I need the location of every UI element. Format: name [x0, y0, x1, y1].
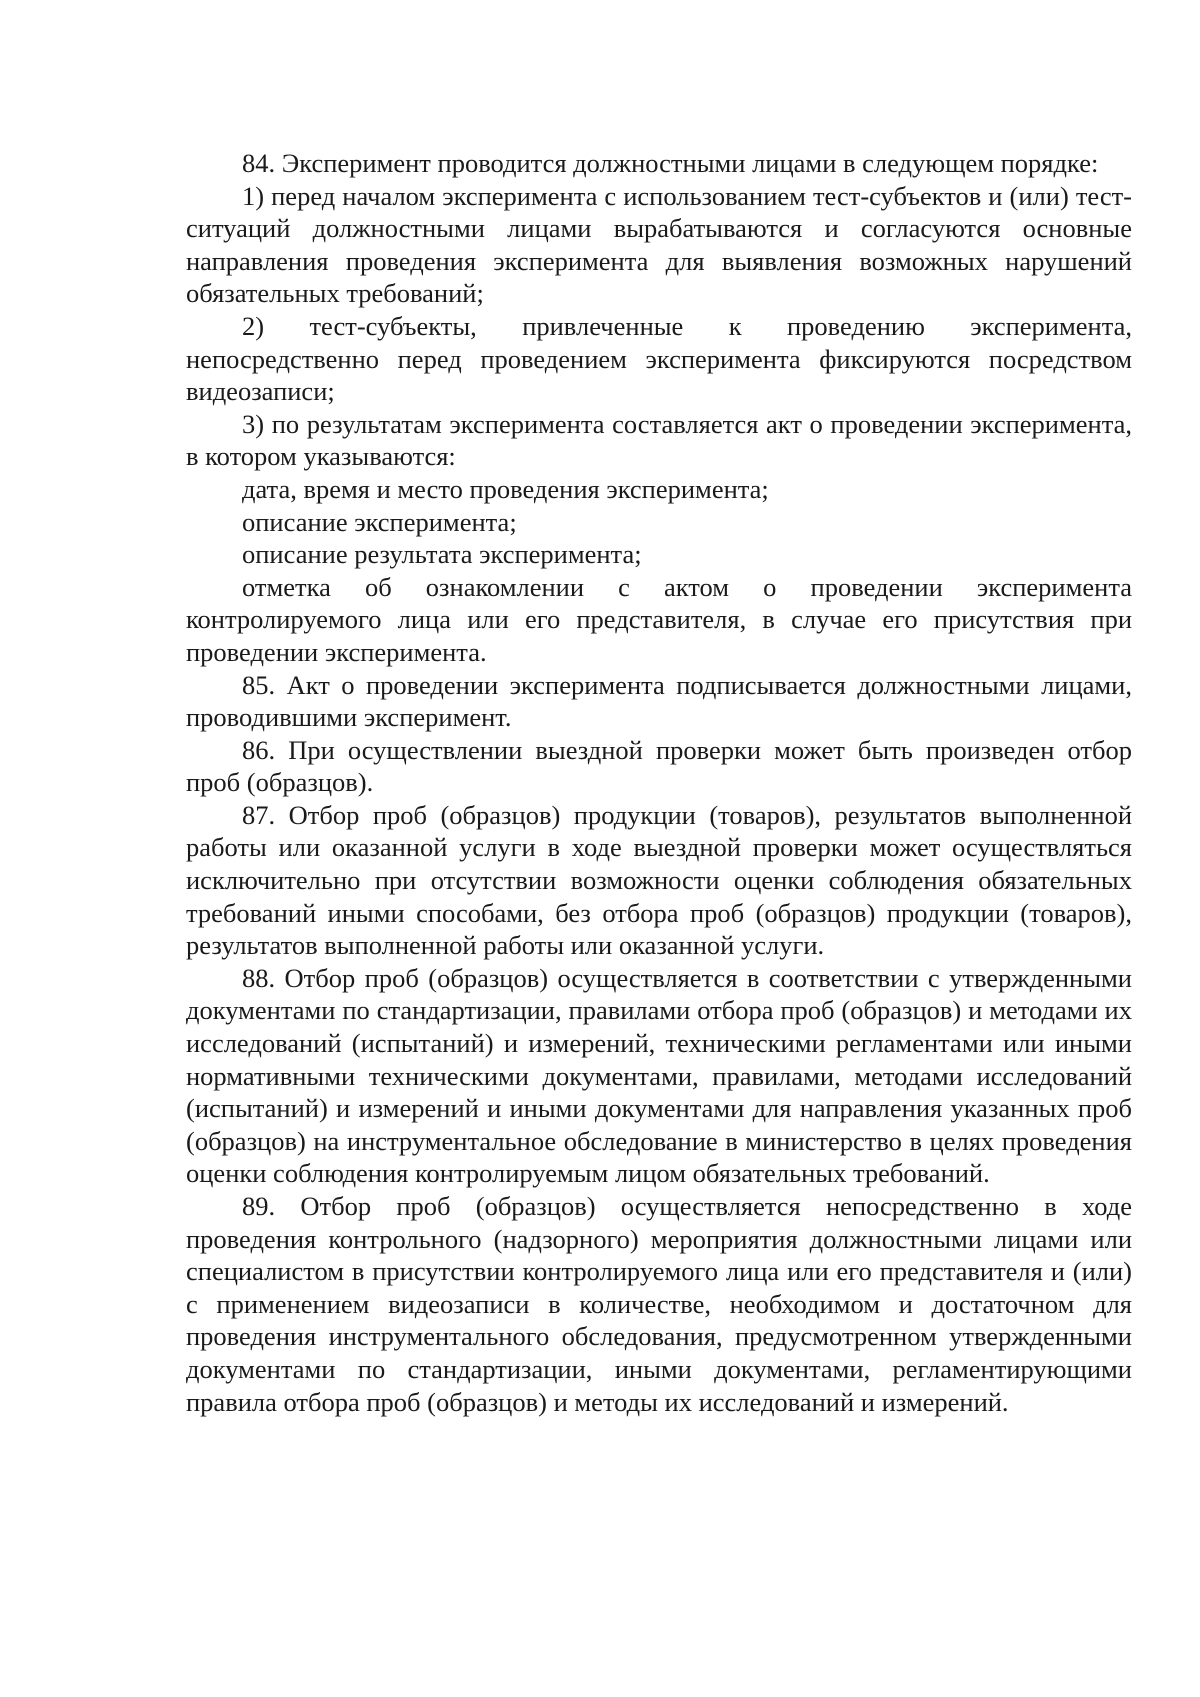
paragraph-87: 87. Отбор проб (образцов) продукции (товаров), результатов выполненной работы или оказанной услуги в ходе выездной проверки может осуществляться исключительно при отсутствии возможности оценки соблюдения обязательных требований иными способами, без отбора проб (образцов) продукции (товаров), результатов выполненной работы или оказанной услуги. — [186, 799, 1132, 961]
act-field-date: дата, время и место проведения эксперимента; — [242, 473, 769, 504]
paragraph-84-item-3: 3) по результатам эксперимента составляется акт о проведении эксперимента, в котором указываются: — [186, 408, 1132, 472]
act-field-result: описание результата эксперимента; — [242, 539, 642, 570]
paragraph-84-item-1: 1) перед началом эксперимента с использованием тест-субъектов и (или) тест-ситуаций должностными лицами вырабатываются и согласуются основные направления проведения эксперимента для выявления возможных нарушений обязательных требований; — [186, 180, 1132, 309]
document-body — [186, 147, 1132, 1418]
paragraph-89: 89. Отбор проб (образцов) осуществляется непосредственно в ходе проведения контрольного (надзорного) мероприятия должностными лицами или специалистом в присутствии контролируемого лица или его представителя и (или) с применением видеозаписи в количестве, необходимом и достаточном для проведения инструментального обследования, предусмотренном утвержденными документами по стандартизации, иными документами, регламентирующими правила отбора проб (образцов) и методы их исследований и измерений. — [186, 1191, 1132, 1417]
paragraph-84-item-2: 2) тест-субъекты, привлеченные к проведению эксперимента, непосредственно перед проведением эксперимента фиксируются посредством видеозаписи; — [186, 310, 1132, 407]
paragraph-86: 86. При осуществлении выездной проверки может быть произведен отбор проб (образцов). — [186, 734, 1132, 798]
paragraph-85: 85. Акт о проведении эксперимента подписывается должностными лицами, проводившими эксперимент. — [186, 669, 1132, 733]
act-field-acknowledgement: отметка об ознакомлении с актом о проведении эксперимента контролируемого лица или его представителя, в случае его присутствия при проведении эксперимента. — [186, 571, 1132, 667]
paragraph-88: 88. Отбор проб (образцов) осуществляется в соответствии с утвержденными документами по стандартизации, правилами отбора проб (образцов) и методами их исследований (испытаний) и измерений, техническими регламентами или иными нормативными техническими документами, правилами, методами исследований (испытаний) и измерений и иными документами для направления указанных проб (образцов) на инструментальное обследование в министерство в целях проведения оценки соблюдения контролируемым лицом обязательных требований. — [186, 962, 1132, 1189]
act-field-description: описание эксперимента; — [242, 506, 517, 537]
paragraph-84: 84. Эксперимент проводится должностными лицами в следующем порядке: — [242, 148, 1099, 178]
